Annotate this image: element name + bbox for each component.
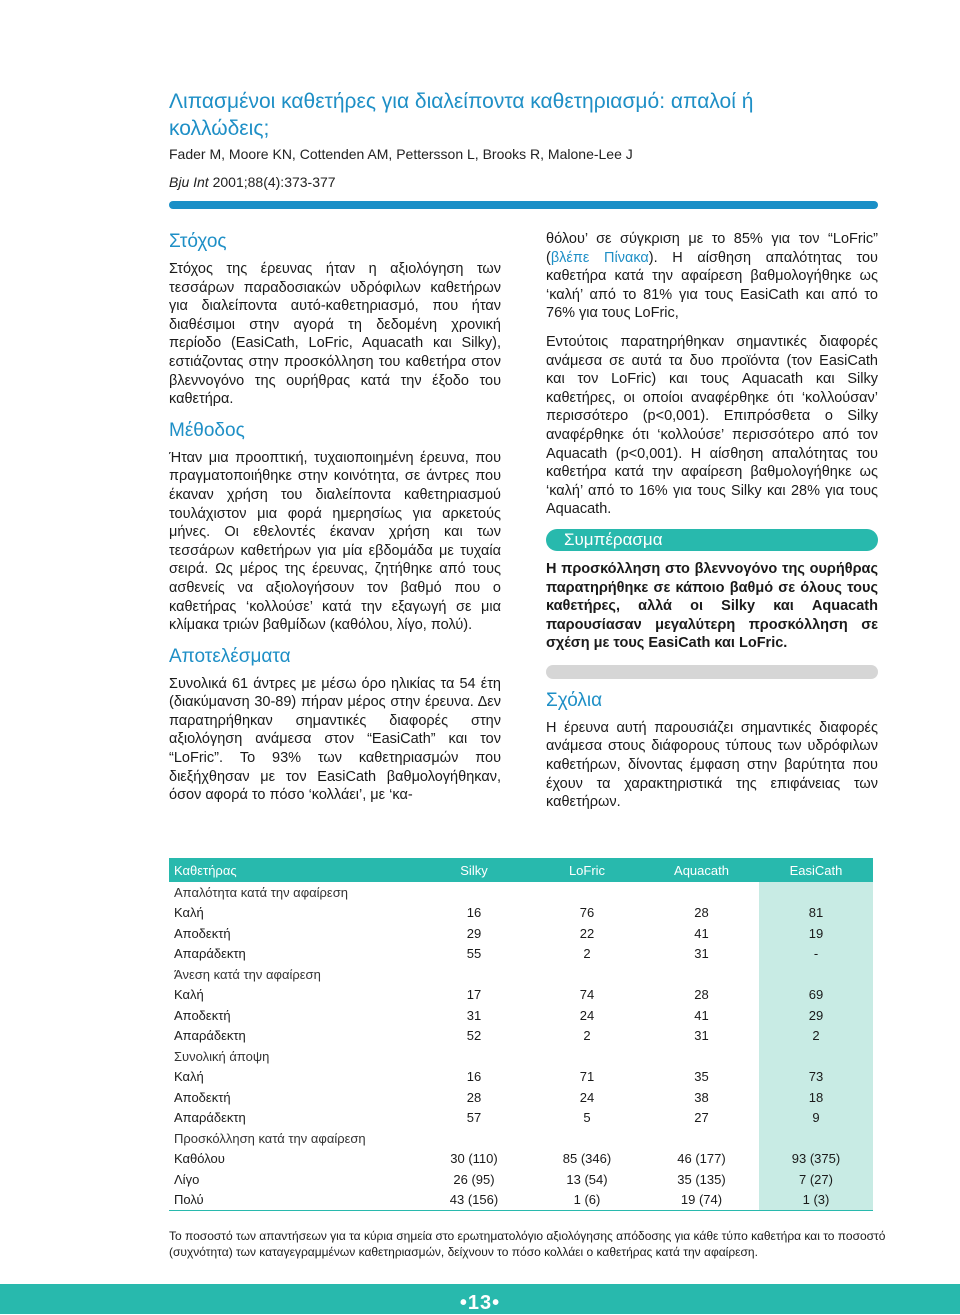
table-section-label: Άνεση κατά την αφαίρεση bbox=[174, 966, 321, 982]
table-section-row bbox=[169, 1128, 873, 1149]
table-cell: 2 bbox=[583, 1028, 591, 1044]
table-cell: 71 bbox=[579, 1069, 595, 1085]
table-cell: 16 bbox=[466, 1069, 482, 1085]
table-cell: 28 bbox=[694, 987, 709, 1003]
table-row-label: Πολύ bbox=[169, 1190, 418, 1211]
table-cell: 55 bbox=[466, 946, 482, 962]
left-column bbox=[169, 230, 501, 815]
table-row-label: Αποδεκτή bbox=[174, 1007, 231, 1023]
right-column bbox=[546, 230, 878, 822]
table-section-spacer bbox=[418, 1128, 530, 1149]
top-divider-bar bbox=[169, 201, 878, 209]
header-cell-silky: Silky bbox=[418, 858, 530, 882]
results-heading: Αποτελέσματα bbox=[169, 645, 291, 667]
page-number: •13• bbox=[459, 1292, 501, 1314]
conclusion-text: Η προσκόλληση στο βλεννογόνο της ουρήθρας παρατηρήθηκε σε κάποιο βαθμό σε όλους τους καθετήρες, αλλά οι Silky και Aquacath παρουσίασαν μεγαλύτερη προσκόλληση σε σχέση με τους EasiCath και LoFric. bbox=[546, 560, 878, 652]
results-cont-part-b: ). Η αίσθηση απαλότητας του καθετήρα κατά την αφαίρεση βαθμολογήθηκε ως ‘καλή’ από το 81% για τους EasiCath και από το 76% για τους LoFric, bbox=[546, 249, 878, 322]
table-section-spacer bbox=[759, 1128, 873, 1149]
table-header-row bbox=[169, 858, 873, 882]
results-text: Συνολικά 61 άντρες με μέσω όρο ηλικίας τα 54 έτη (διακύμανση 30-89) πήραν μέρος στην έρευνα. Δεν παρατηρήθηκαν σημαντικές διαφορές στην αξιολόγηση ανάμεσα στον “EasiCath” και τον “LoFric”. Το 93% των καθετηριασμών που διεξήχθησαν με τον EasiCath βαθμολογήθηκαν, όσον αφορά το πόσο ‘κολλάει’, με ‘κα- bbox=[169, 675, 501, 804]
table-section-label: Συνολική άποψη bbox=[174, 1048, 270, 1064]
table-cell: 38 bbox=[694, 1089, 709, 1105]
table-row bbox=[169, 903, 873, 924]
table-row bbox=[169, 944, 873, 965]
table-section-spacer bbox=[418, 964, 530, 985]
method-text: Ήταν μια προοπτική, τυχαιοποιημένη έρευνα, που πραγματοποιήθηκε στην κοινότητα, σε άντρες που έκαναν χρήση του διαλείποντα καθετηριασμού τουλάχιστον μια φορά ημερησίως για αρκετούς μήνες. Οι εθελοντές έκαναν χρήση και των τεσσάρων καθετήρων για μία εβδομάδα με τυχαία σειρά. Ως μέρος της έρευνας, ζητήθηκε από τους ασθενείς να αξιολογήσουν τον βαθμό που ο καθετήρας ‘κολλούσε’ κατά την εξαγωγή σε μια κλίμακα τριών βαθμίδων (καθόλου, λίγο, πολύ). bbox=[169, 449, 501, 634]
table-cell: 24 bbox=[579, 1089, 595, 1105]
table-cell: 18 bbox=[759, 1087, 873, 1108]
table-section-spacer bbox=[759, 1046, 873, 1067]
header-cell-easicath: EasiCath bbox=[759, 858, 873, 882]
table-row bbox=[169, 1149, 873, 1170]
results-text-2: Εντούτοις παρατηρήθηκαν σημαντικές διαφορές ανάμεσα σε αυτά τα δυο προϊόντα (τον EasiCath και τον LoFric) και τους Aquacath και Silky καθετήρες, οι οποίοι αναφέρθηκε ότι ‘κολλούσαν’ περισσότερο (p<0,001). Επιπρόσθετα ο Silky αναφέρθηκε ότι ‘κολλούσε’ περισσότερο από τον Aquacath (p<0,001). Η αίσθηση απαλότητας του καθετήρα κατά την αφαίρεση βαθμολογήθηκε ως ‘καλή’ από το 16% για τους Silky και 28% για τους Aquacath. bbox=[546, 333, 878, 518]
table-cell: 35 bbox=[694, 1069, 709, 1085]
table-caption: Το ποσοστό των απαντήσεων για τα κύρια σημεία στο ερωτηματολόγιο αξιολόγησης απόδοσης για κάθε τύπο καθετήρα και το ποσοστό (συχνότητα) των καταγεγραμμένων καθετηριασμών, δείχνουν το πόσο κολλάει ο καθετήρας κατά την αφαίρεση. bbox=[169, 1229, 886, 1259]
table-row-label: Καλή bbox=[174, 987, 204, 1003]
table-cell: 31 bbox=[466, 1007, 482, 1023]
table-cell: 31 bbox=[694, 946, 709, 962]
article-title: Λιπασμένοι καθετήρες για διαλείποντα καθετηριασμό: απαλοί ή κολλώδεις; bbox=[169, 90, 754, 140]
table-cell: 2 bbox=[759, 1026, 873, 1047]
journal-name: Bju Int bbox=[169, 174, 209, 190]
method-heading: Μέθοδος bbox=[169, 419, 245, 441]
table-cell: 17 bbox=[466, 987, 482, 1003]
header-cell-aquacath: Aquacath bbox=[644, 858, 759, 882]
header-cell-lofric: LoFric bbox=[530, 858, 644, 882]
table-row bbox=[169, 1026, 873, 1047]
table-section-spacer bbox=[530, 882, 644, 903]
comments-heading: Σχόλια bbox=[546, 689, 603, 711]
conclusion-heading: Συμπέρασμα bbox=[546, 529, 878, 551]
table-cell: 13 (54) bbox=[566, 1171, 608, 1187]
grey-divider-bar bbox=[546, 665, 878, 679]
table-section-spacer bbox=[530, 964, 644, 985]
table-cell: 24 bbox=[579, 1007, 595, 1023]
table-row-label: Καλή bbox=[174, 905, 204, 921]
table-cell: 30 (110) bbox=[450, 1151, 498, 1167]
table-row-label: Αποδεκτή bbox=[174, 1089, 231, 1105]
table-cell: 5 bbox=[583, 1110, 591, 1126]
table-section-spacer bbox=[418, 1046, 530, 1067]
aim-heading: Στόχος bbox=[169, 231, 227, 252]
table-section-spacer bbox=[530, 1128, 644, 1149]
table-cell: 35 (135) bbox=[677, 1171, 726, 1187]
table-cell: 2 bbox=[583, 946, 591, 962]
table-section-spacer bbox=[644, 882, 759, 903]
table-cell: 41 bbox=[694, 1007, 709, 1023]
table-section-row bbox=[169, 1046, 873, 1067]
table-row-label: Απαράδεκτη bbox=[174, 1028, 246, 1044]
table-cell: 22 bbox=[579, 925, 595, 941]
table-row bbox=[169, 1087, 873, 1108]
table-cell: 57 bbox=[466, 1110, 482, 1126]
journal-citation: 2001;88(4):373-377 bbox=[208, 174, 336, 190]
table-cell: 93 (375) bbox=[759, 1149, 873, 1170]
table-section-spacer bbox=[530, 1046, 644, 1067]
aim-text: Στόχος της έρευνας ήταν η αξιολόγηση των τεσσάρων παραδοσιακών υδρόφιλων καθετήρων για διαλείποντα αυτό-καθετηριασμό, που ήταν διαθέσιμοι στην αγορά τη δεδομένη χρονική περίοδο (EasiCath, LoFric, Aquacath και Silky), εστιάζοντας στην προσκόλληση του καθετήρα στον βλεννογόνο της ουρήθρας κατά την έξοδο του καθετήρα. bbox=[169, 261, 501, 408]
table-row bbox=[169, 1190, 873, 1211]
table-section-spacer bbox=[759, 882, 873, 903]
table-section-row bbox=[169, 964, 873, 985]
table-cell: 29 bbox=[466, 925, 482, 941]
table-cell: 1 (3) bbox=[759, 1190, 873, 1211]
table-row bbox=[169, 1005, 873, 1026]
table-section-spacer bbox=[644, 964, 759, 985]
table-cell: - bbox=[759, 944, 873, 965]
table-row-label: Αποδεκτή bbox=[174, 925, 231, 941]
article-authors: Fader M, Moore KN, Cottenden AM, Pettersson L, Brooks R, Malone-Lee J bbox=[169, 146, 633, 162]
table-row-label: Λίγο bbox=[174, 1171, 200, 1187]
table-cell: 26 (95) bbox=[453, 1171, 495, 1187]
table-cell: 52 bbox=[466, 1028, 482, 1044]
journal-reference bbox=[169, 174, 336, 190]
table-row bbox=[169, 1067, 873, 1088]
table-cell: 7 (27) bbox=[759, 1169, 873, 1190]
results-table bbox=[169, 858, 873, 1211]
table-cell: 9 bbox=[759, 1108, 873, 1129]
see-table-link[interactable]: βλέπε Πίνακα bbox=[550, 249, 649, 266]
table-section-spacer bbox=[418, 882, 530, 903]
table-cell: 73 bbox=[759, 1067, 873, 1088]
comments-text: Η έρευνα αυτή παρουσιάζει σημαντικές διαφορές ανάμεσα στους διάφορους τύπους των υδρόφιλων καθετήρων, δίνοντας έμφαση στην βαρύτητα που έχουν τα χαρακτηριστικά της επιφάνειας των καθετήρων. bbox=[546, 719, 878, 811]
table-section-label: Προσκόλληση κατά την αφαίρεση bbox=[174, 1130, 366, 1146]
table-row bbox=[169, 1108, 873, 1129]
table-cell: 41 bbox=[694, 925, 709, 941]
table-cell: 43 (156) bbox=[418, 1190, 530, 1211]
table-cell: 29 bbox=[759, 1005, 873, 1026]
table-cell: 16 bbox=[466, 905, 482, 921]
table-row bbox=[169, 985, 873, 1006]
table-cell: 74 bbox=[579, 987, 595, 1003]
table-row-label: Καθόλου bbox=[174, 1151, 225, 1167]
table-cell: 19 (74) bbox=[644, 1190, 759, 1211]
results-cont-part-a: θόλου’ σε σύγκριση με το 85% για τον “LoFric” ( bbox=[546, 231, 878, 266]
header-cell-catheter: Καθετήρας bbox=[169, 858, 418, 882]
table-cell: 76 bbox=[579, 905, 595, 921]
table-cell: 28 bbox=[694, 905, 709, 921]
table-cell: 46 (177) bbox=[677, 1151, 726, 1167]
table-cell: 19 bbox=[759, 923, 873, 944]
table-cell: 69 bbox=[759, 985, 873, 1006]
table-cell: 85 (346) bbox=[562, 1151, 612, 1167]
table-row-label: Απαράδεκτη bbox=[174, 1110, 246, 1126]
table-section-spacer bbox=[644, 1046, 759, 1067]
table-row-label: Καλή bbox=[174, 1069, 204, 1085]
table-cell: 31 bbox=[694, 1028, 709, 1044]
table-section-label: Απαλότητα κατά την αφαίρεση bbox=[174, 884, 348, 900]
table-row-label: Απαράδεκτη bbox=[174, 946, 246, 962]
table-row bbox=[169, 923, 873, 944]
results-table-body bbox=[169, 858, 873, 1210]
table-cell: 28 bbox=[466, 1089, 482, 1105]
results-continued bbox=[546, 230, 878, 323]
table-section-spacer bbox=[759, 964, 873, 985]
table-cell: 1 (6) bbox=[530, 1190, 644, 1211]
table-cell: 81 bbox=[759, 903, 873, 924]
table-section-spacer bbox=[644, 1128, 759, 1149]
table-row bbox=[169, 1169, 873, 1190]
table-section-row bbox=[169, 882, 873, 903]
table-cell: 27 bbox=[694, 1110, 709, 1126]
